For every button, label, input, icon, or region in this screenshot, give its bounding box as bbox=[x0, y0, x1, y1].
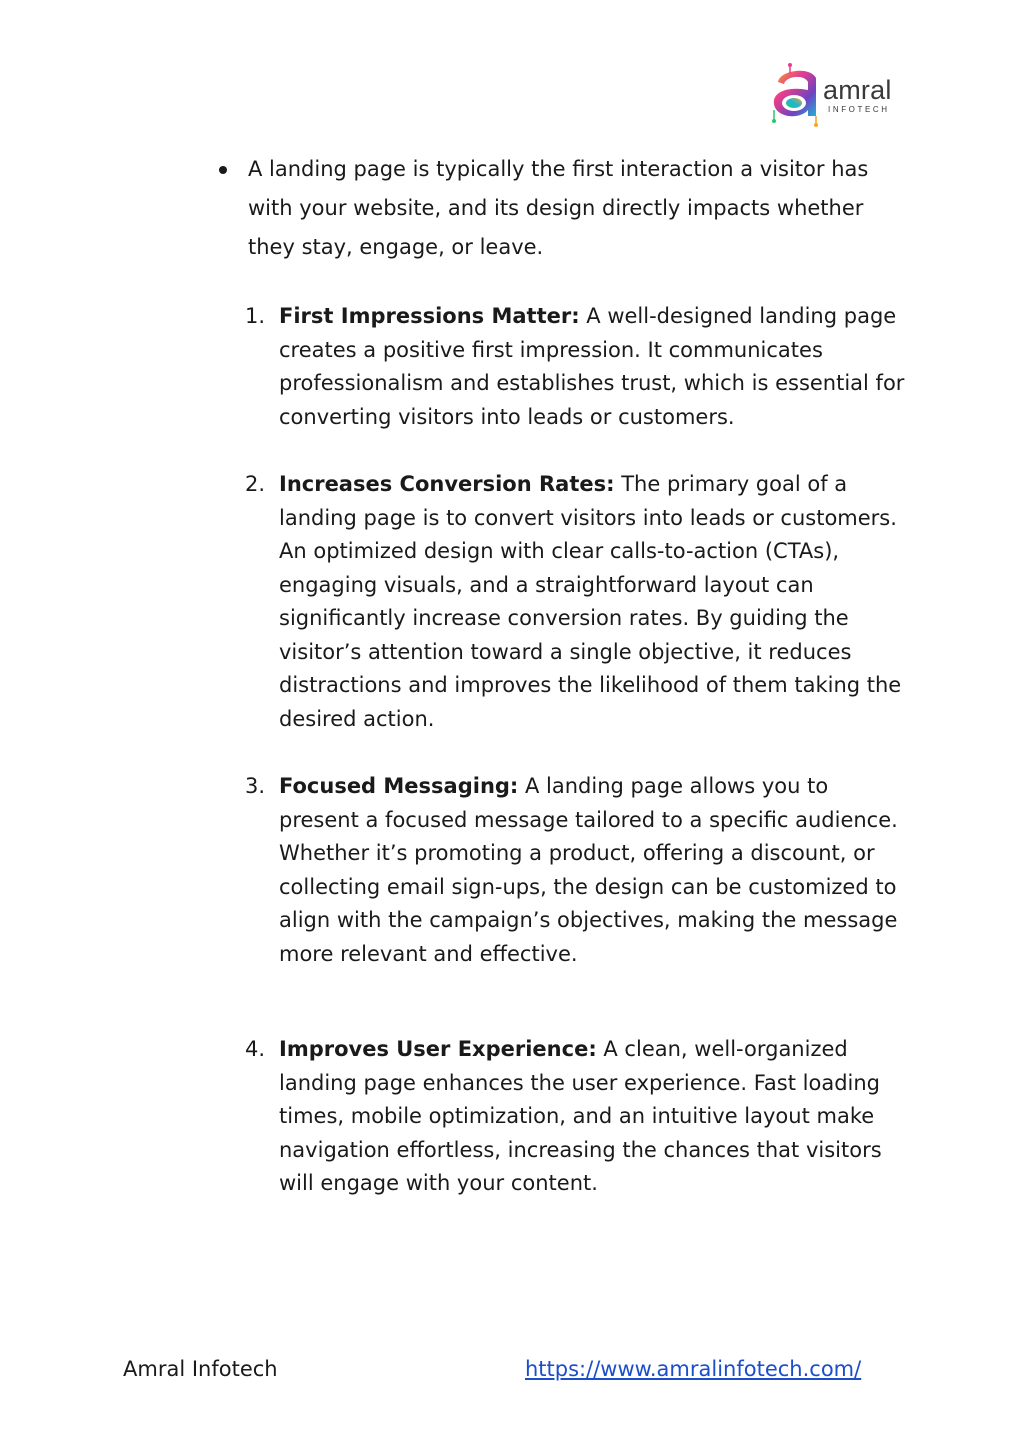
list-item-number: 1. bbox=[245, 304, 266, 328]
company-logo bbox=[770, 60, 905, 128]
amral-logo-icon bbox=[770, 60, 826, 128]
list-item-number: 3. bbox=[245, 774, 266, 798]
intro-text: A landing page is typically the first interaction a visitor has with your website, and its design directly impacts whether they stay, engage, or leave. bbox=[248, 157, 869, 259]
list-item-heading: Focused Messaging: bbox=[279, 774, 519, 798]
logo-wordmark: amral bbox=[823, 75, 892, 105]
list-item-text: The primary goal of a landing page is to convert visitors into leads or customers. An optimized design with clear calls-to-action (CTAs), engaging visuals, and a straightforward layout can significantly increase conversion rates. By guiding the visitor’s attention toward a single objective, it reduces distractions and improves the likelihood of them taking the desired action. bbox=[279, 472, 902, 731]
list-item-body bbox=[279, 770, 909, 971]
list-item-body bbox=[279, 300, 909, 434]
list-item-body bbox=[279, 468, 909, 736]
logo-subtitle: INFOTECH bbox=[828, 105, 890, 114]
list-item-text: A well-designed landing page creates a positive first impression. It communicates professionalism and establishes trust, which is essential for converting visitors into leads or customers. bbox=[279, 304, 905, 429]
list-item-number: 4. bbox=[245, 1037, 266, 1061]
list-item-heading: Improves User Experience: bbox=[279, 1037, 597, 1061]
list-item-heading: Increases Conversion Rates: bbox=[279, 472, 615, 496]
list-item-heading: First Impressions Matter: bbox=[279, 304, 580, 328]
list-item-text: A landing page allows you to present a focused message tailored to a specific audience. Whether it’s promoting a product, offering a discount, or collecting email sign-ups, the design can be customized to align with the campaign’s objectives, making the message more relevant and effective. bbox=[279, 774, 898, 966]
footer-company-name: Amral Infotech bbox=[123, 1357, 278, 1381]
list-item-text: A clean, well-organized landing page enhances the user experience. Fast loading times, mobile optimization, and an intuitive layout make navigation effortless, increasing the chances that visitors will engage with your content. bbox=[279, 1037, 882, 1195]
footer-website-link[interactable]: https://www.amralinfotech.com/ bbox=[525, 1357, 862, 1381]
list-item-number: 2. bbox=[245, 472, 266, 496]
list-item-body bbox=[279, 1033, 909, 1201]
bullet-icon bbox=[219, 166, 227, 174]
